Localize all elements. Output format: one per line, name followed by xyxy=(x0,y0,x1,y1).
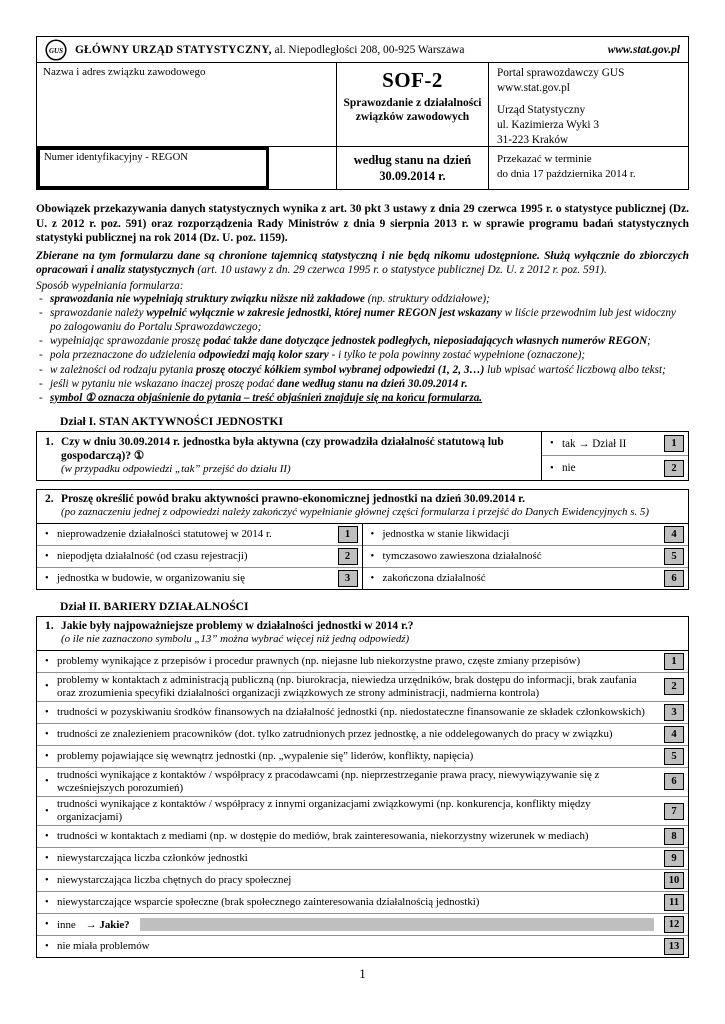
answer-box-tak[interactable]: 1 xyxy=(664,435,684,452)
problem-row xyxy=(37,891,688,913)
howto-item-text: w zależności od rodzaju pytania proszę otoczyć kółkiem symbol wybranej odpowiedzi (1, 2, 3…) lub wpisać wartość liczbową albo tekst; xyxy=(50,363,666,376)
org-address: al. Niepodległości 208, 00-925 Warszawa xyxy=(271,43,465,56)
answer-box-2[interactable]: 2 xyxy=(338,548,358,565)
howto-item xyxy=(36,306,689,334)
org-name: GŁÓWNY URZĄD STATYSTYCZNY, xyxy=(75,43,272,56)
deadline-line1: Przekazać w terminie xyxy=(497,153,592,165)
answer-box-4[interactable]: 4 xyxy=(664,526,684,543)
problem-label: problemy pojawiające się wewnątrz jednostki (np. „wypalenie się” liderów, konflikty, napięcia) xyxy=(57,749,474,762)
dzial1-title: Dział I. STAN AKTYWNOŚCI JEDNOSTKI xyxy=(60,414,284,428)
answer-box-10[interactable]: 10 xyxy=(664,872,684,889)
bullet-icon: • xyxy=(45,941,49,953)
dzial1-q1-question xyxy=(37,432,542,480)
howto-item-text: jeśli w pytaniu nie wskazano inaczej proszę podać dane według stanu na dzień 30.09.2014 r. xyxy=(50,377,468,390)
dzial1-q1-answers xyxy=(542,432,688,480)
office-address xyxy=(497,103,680,147)
office-line1: Urząd Statystyczny xyxy=(497,104,586,117)
answer-row-nie xyxy=(542,455,688,480)
dzial2-title: Dział II. BARIERY DZIAŁALNOŚCI xyxy=(60,599,249,613)
bullet-icon: • xyxy=(45,550,49,562)
regon-field[interactable] xyxy=(37,147,269,189)
problem-row xyxy=(37,651,688,672)
answer-label: nie xyxy=(562,462,576,475)
dash-icon: - xyxy=(39,349,43,362)
answer-box-6[interactable]: 6 xyxy=(664,570,684,587)
option-row xyxy=(363,567,689,589)
bullet-icon: • xyxy=(45,805,49,817)
answer-box-nie[interactable]: 2 xyxy=(664,460,684,477)
form-title-block xyxy=(337,63,489,146)
bullet-icon: • xyxy=(45,875,49,887)
dzial2-q1-table xyxy=(36,616,689,958)
dzial1-q1-table xyxy=(36,431,689,481)
dash-icon: - xyxy=(39,292,43,305)
problem-label: trudności wynikające z kontaktów / współpracy z pracodawcami (np. nieprzestrzeganie prawa pracy, niewywiązywanie się z wcześniejszych porozumień) xyxy=(57,768,600,794)
portal-info xyxy=(489,63,688,146)
answer-box-8[interactable]: 8 xyxy=(664,828,684,845)
problem-row xyxy=(37,745,688,767)
form-title-line1: Sprawozdanie z działalności xyxy=(343,97,482,109)
howto-item xyxy=(36,377,689,391)
bullet-icon: • xyxy=(45,750,49,762)
question-number: 1. xyxy=(45,435,54,448)
howto-item xyxy=(36,363,689,377)
other-write-in-field[interactable] xyxy=(140,918,654,931)
gus-strip xyxy=(37,37,688,63)
as-of-date xyxy=(337,147,489,189)
question-text: Proszę określić powód braku aktywności prawno-ekonomicznej jednostki na dzień 30.09.2014 r. xyxy=(61,492,525,505)
dash-icon: - xyxy=(39,363,43,376)
as-of-line1: według stanu na dzień xyxy=(353,152,472,167)
answer-box-2[interactable]: 2 xyxy=(664,678,684,695)
question-number: 1. xyxy=(45,619,54,632)
bullet-icon: • xyxy=(370,572,375,584)
problem-row xyxy=(37,847,688,869)
bullet-icon: • xyxy=(370,550,375,562)
svg-text:GUS: GUS xyxy=(48,46,64,55)
answer-box-1[interactable]: 1 xyxy=(664,653,684,670)
problem-row xyxy=(37,701,688,723)
answer-box-6[interactable]: 6 xyxy=(664,773,684,790)
question-text: Jakie były najpoważniejsze problemy w działalności jednostki w 2014 r.? xyxy=(61,619,414,632)
howto-item-text: pola przeznaczone do udzielenia odpowiedzi mają kolor szary - i tylko te pola powinny zostać wypełnione (oznaczone); xyxy=(50,349,586,362)
problem-row xyxy=(37,935,688,957)
howto-item-text: sprawozdania nie wypełniają struktury związku niższe niż zakładowe (np. struktury oddziałowe); xyxy=(50,292,490,305)
bullet-icon: • xyxy=(45,897,49,909)
dzial1-q2-options-left xyxy=(37,524,363,589)
header-row-bottom xyxy=(37,147,688,189)
problem-label: trudności w pozyskiwaniu środków finansowych na działalność jednostki (np. niedostateczne finansowanie ze składek członkowskich) xyxy=(57,705,645,718)
problem-row-other xyxy=(37,913,688,935)
answer-box-13[interactable]: 13 xyxy=(664,938,684,955)
regon-cell xyxy=(37,147,337,189)
question-note: (o ile nie zaznaczono symbolu „13” można wybrać więcej niż jedną odpowiedź) xyxy=(61,633,410,646)
option-label: nieprowadzenie działalności statutowej w 2014 r. xyxy=(57,527,272,540)
problem-row xyxy=(37,796,688,825)
question-number: 2. xyxy=(45,492,54,505)
regon-label: Numer identyfikacyjny - REGON xyxy=(44,152,188,163)
option-row xyxy=(37,545,362,567)
howto-item-text: sprawozdanie należy wypełnić wyłącznie w zakresie jednostki, której numer REGON jest wskazany w liście przewodnim lub jest widoczny po zalogowaniu do Portalu Sprawozdawczego; xyxy=(50,307,676,334)
name-address-field[interactable] xyxy=(37,63,337,146)
dash-icon: - xyxy=(39,377,43,390)
problem-row xyxy=(37,723,688,745)
obligation-paragraph: Obowiązek przekazywania danych statystycznych wynika z art. 30 pkt 3 ustawy z dnia 29 czerwca 1995 r. o statystyce publicznej (Dz. U. z 2012 r. poz. 591) oraz rozporządzenia Rady Ministrów z dnia 9 sierpnia 2013 r. w sprawie programu badań statystycznych statystyki publicznej na rok 2014 (Dz. U. poz. 1159). xyxy=(36,203,689,245)
problem-label: trudności w kontaktach z mediami (np. w dostępie do mediów, brak zainteresowania, niekorzystny wizerunek w mediach) xyxy=(57,830,589,843)
secrecy-bold: Zbierane na tym formularzu dane są chronione tajemnicą statystyczną i nie będą nikomu udostępnione. Służą wyłącznie do zbiorczych opracowań i analiz statystycznych xyxy=(36,249,689,277)
bullet-icon: • xyxy=(370,528,375,540)
office-line2: ul. Kazimierza Wyki 3 xyxy=(497,119,600,132)
option-label: jednostka w budowie, w organizowaniu się xyxy=(57,571,245,584)
answer-box-3[interactable]: 3 xyxy=(338,570,358,587)
gus-logo-icon xyxy=(45,39,67,61)
dzial1-q2-question xyxy=(37,490,688,524)
howto-item xyxy=(36,334,689,348)
option-row xyxy=(363,524,689,545)
office-line3: 31-223 Kraków xyxy=(497,133,569,146)
answer-box-9[interactable]: 9 xyxy=(664,850,684,867)
org-line xyxy=(75,44,464,56)
howto-item xyxy=(36,348,689,362)
howto-list xyxy=(36,292,689,405)
option-row xyxy=(363,545,689,567)
problem-label: trudności ze znalezieniem pracowników (dot. tylko zatrudnionych przez jednostkę, a nie oddelegowanych do pracy w związku) xyxy=(57,727,613,740)
form-header xyxy=(36,36,689,190)
dzial1-q2-options-right xyxy=(363,524,689,589)
problem-row xyxy=(37,869,688,891)
deadline xyxy=(489,147,688,189)
dash-icon: - xyxy=(39,391,43,404)
name-address-label: Nazwa i adres związku zawodowego xyxy=(43,66,206,78)
answer-row-tak xyxy=(542,432,688,456)
answer-box-1[interactable]: 1 xyxy=(338,526,358,543)
deadline-line2: do dnia 17 października 2014 r. xyxy=(497,167,636,180)
howto-item-text: wypełniając sprawozdanie proszę podać także dane dotyczące jednostek podległych, nieposiadających własnych numerów REGON; xyxy=(50,335,651,348)
bullet-icon: • xyxy=(45,728,49,740)
problem-label: nie miała problemów xyxy=(57,940,150,953)
problem-row xyxy=(37,825,688,847)
problem-label: trudności wynikające z kontaktów / współpracy z innymi organizacjami związkowymi (np. konkurencja, konflikty między organizacjami) xyxy=(57,798,591,824)
howto-item-text: symbol ① oznacza objaśnienie do pytania – treść objaśnień znajduje się na końcu formularza. xyxy=(50,391,483,404)
howto-title: Sposób wypełniania formularza: xyxy=(36,279,184,292)
problem-label: niewystarczająca liczba członków jednostki xyxy=(57,852,248,865)
answer-box-11[interactable]: 11 xyxy=(664,894,684,911)
other-which-label: → Jakie? xyxy=(85,918,130,931)
answer-box-3[interactable]: 3 xyxy=(664,704,684,721)
portal-line2: www.stat.gov.pl xyxy=(497,81,570,94)
as-of-line2: 30.09.2014 r. xyxy=(379,169,446,183)
header-row-top xyxy=(37,63,688,147)
bullet-icon: • xyxy=(45,831,49,843)
answer-box-12[interactable]: 12 xyxy=(664,916,684,933)
website: www.stat.gov.pl xyxy=(607,43,680,56)
problem-row xyxy=(37,672,688,701)
problem-label: niewystarczające wsparcie społeczne (brak społecznego zainteresowania działalnością jednostki) xyxy=(57,896,480,909)
option-label: jednostka w stanie likwidacji xyxy=(382,527,510,540)
bullet-icon: • xyxy=(45,681,49,693)
form-title xyxy=(337,96,488,124)
answer-box-5[interactable]: 5 xyxy=(664,748,684,765)
problem-label: inne xyxy=(57,918,76,931)
problem-label: problemy w kontaktach z administracją publiczną (np. biurokracja, niewiedza urzędników, brak dostępu do informacji, brak zaufania oraz zrozumienia specyfiki działalności organizacji związkowych ze strony administracji, nadmierna kontrola) xyxy=(57,673,637,699)
secrecy-paragraph xyxy=(36,249,689,278)
problem-row xyxy=(37,767,688,796)
page-number: 1 xyxy=(359,966,366,982)
question-note: (po zaznaczeniu jednej z odpowiedzi należy zakończyć wypełnianie głównej części formularza i przejść do Danych Ewidencyjnych s. 5) xyxy=(61,506,649,519)
dash-icon: - xyxy=(39,335,43,348)
option-row xyxy=(37,524,362,545)
problem-label: niewystarczająca liczba chętnych do pracy społecznej xyxy=(57,874,292,887)
question-note: (w przypadku odpowiedzi „tak” przejść do działu II) xyxy=(61,463,291,476)
bullet-icon: • xyxy=(45,919,49,931)
option-label: zakończona działalność xyxy=(382,571,486,584)
option-label: niepodjęta działalność (od czasu rejestracji) xyxy=(57,549,248,562)
bullet-icon: • xyxy=(550,462,554,474)
bullet-icon: • xyxy=(550,438,554,450)
bullet-icon: • xyxy=(45,853,49,865)
answer-box-7[interactable]: 7 xyxy=(664,803,684,820)
form-code: SOF-2 xyxy=(382,68,443,92)
dash-icon: - xyxy=(39,307,43,320)
option-label: tymczasowo zawieszona działalność xyxy=(382,549,542,562)
portal-line1: Portal sprawozdawczy GUS xyxy=(497,67,625,79)
howto-item xyxy=(36,292,689,306)
problem-label: problemy wynikające z przepisów i procedur prawnych (np. niejasne lub niekorzystne prawo, częste zmiany przepisów) xyxy=(57,654,581,667)
bullet-icon: • xyxy=(45,655,49,667)
howto-item xyxy=(36,391,689,405)
form-title-line2: związków zawodowych xyxy=(355,111,470,124)
bullet-icon: • xyxy=(45,572,49,584)
bullet-icon: • xyxy=(45,528,49,540)
dzial2-q1-question xyxy=(37,617,688,651)
answer-box-4[interactable]: 4 xyxy=(664,726,684,743)
secrecy-rest: (art. 10 ustawy z dn. 29 czerwca 1995 r. o statystyce publicznej Dz. U. z 2012 r. poz. 591). xyxy=(194,264,607,277)
dzial1-q2-table xyxy=(36,489,689,590)
option-row xyxy=(37,567,362,589)
bullet-icon: • xyxy=(45,776,49,788)
bullet-icon: • xyxy=(45,706,49,718)
answer-box-5[interactable]: 5 xyxy=(664,548,684,565)
answer-label: tak → Dział II xyxy=(562,437,627,450)
question-text: Czy w dniu 30.09.2014 r. jednostka była aktywna (czy prowadziła działalność statutową lub gospodarczą)? ① xyxy=(61,435,504,463)
